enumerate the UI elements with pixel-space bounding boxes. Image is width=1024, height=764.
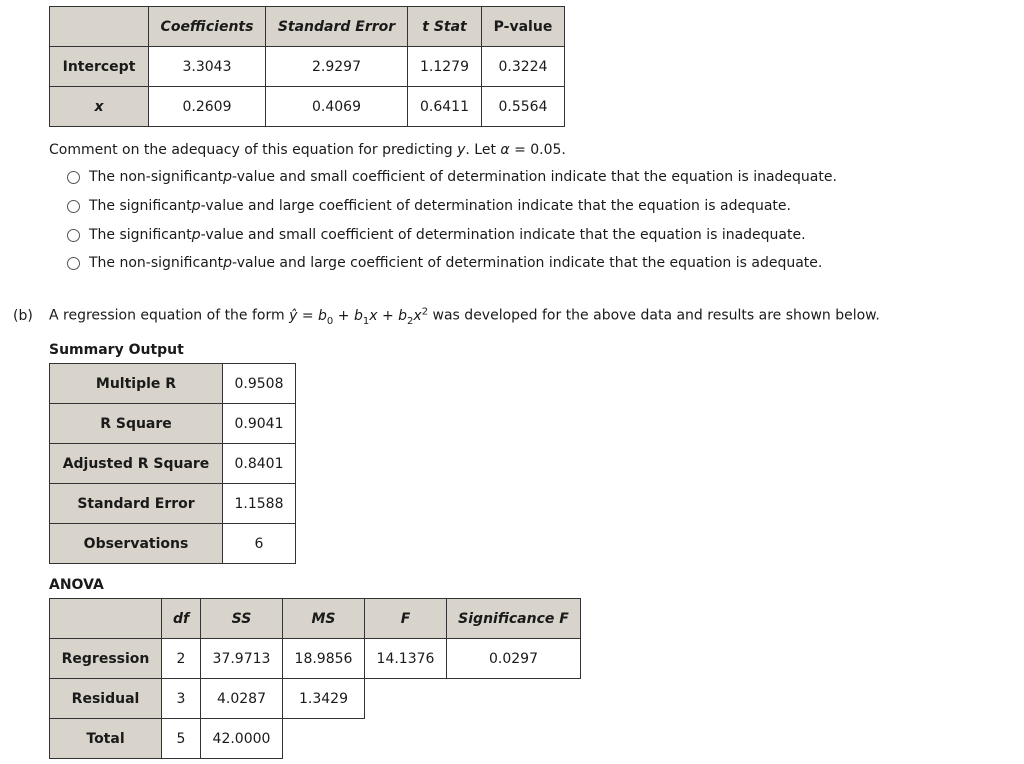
- summary-value: 0.9041: [223, 404, 296, 444]
- row-label-intercept: Intercept: [50, 47, 149, 87]
- coef-header-p-value: P-value: [482, 7, 565, 47]
- cell-value: 3.3043: [149, 47, 266, 87]
- cell-ss: 37.9713: [201, 639, 283, 679]
- anova-header-significance-f: Significance F: [447, 599, 581, 639]
- eq-x: x: [413, 307, 422, 324]
- table-row: [50, 404, 296, 444]
- coefficients-table: [49, 6, 565, 127]
- summary-label: Adjusted R Square: [50, 444, 223, 484]
- coef-header-empty: [50, 7, 149, 47]
- radio-button[interactable]: [67, 171, 80, 184]
- prompt-tail: . Let: [465, 142, 501, 158]
- prompt-text: Comment on the adequacy of this equation for predicting: [49, 142, 458, 158]
- eq-sub0: 0: [326, 315, 334, 327]
- option-text: The non-significant: [89, 255, 224, 271]
- part-b-text: A regression equation of the form: [49, 307, 290, 324]
- table-row: [50, 679, 581, 719]
- part-b-statement: [13, 306, 880, 326]
- summary-heading: Summary Output: [49, 342, 184, 358]
- anova-header-f: F: [365, 599, 447, 639]
- question-prompt: [49, 142, 566, 158]
- answer-option-3[interactable]: [67, 227, 806, 243]
- anova-header-ss: SS: [201, 599, 283, 639]
- option-text: The significant: [89, 227, 192, 243]
- anova-heading: ANOVA: [49, 577, 104, 593]
- table-row: [50, 484, 296, 524]
- cell-df: 5: [162, 719, 201, 759]
- table-row: [50, 47, 565, 87]
- eq-b0: b: [318, 307, 327, 324]
- table-row: [50, 87, 565, 127]
- empty-cell: [365, 679, 447, 719]
- anova-header-df: df: [162, 599, 201, 639]
- answer-option-4[interactable]: [67, 255, 822, 271]
- eq-b1: b: [353, 307, 363, 324]
- regression-equation: [289, 306, 429, 327]
- cell-ms: 18.9856: [283, 639, 365, 679]
- summary-label: Standard Error: [50, 484, 223, 524]
- eq-x: x: [369, 307, 378, 324]
- eq-b2: b: [398, 307, 408, 324]
- cell-value: 0.4069: [266, 87, 408, 127]
- table-row: [50, 639, 581, 679]
- eq-equals: =: [297, 307, 319, 324]
- alpha-value: = 0.05.: [509, 142, 566, 158]
- cell-ms: 1.3429: [283, 679, 365, 719]
- summary-label: Multiple R: [50, 364, 223, 404]
- prompt-var: y: [457, 142, 466, 158]
- cell-value: 0.2609: [149, 87, 266, 127]
- row-label-x: x: [50, 87, 149, 127]
- option-p: p: [191, 198, 201, 214]
- cell-value: 0.5564: [482, 87, 565, 127]
- radio-button[interactable]: [67, 257, 80, 270]
- empty-cell: [365, 719, 447, 759]
- eq-sup2: 2: [421, 306, 429, 317]
- option-p: p: [223, 255, 233, 271]
- option-text-tail: -value and small coefficient of determination indicate that the equation is inadequate.: [200, 227, 806, 243]
- coef-header-standard-error: Standard Error: [266, 7, 408, 47]
- coef-header-row: [50, 7, 565, 47]
- answer-option-1[interactable]: [67, 169, 837, 185]
- summary-value: 6: [223, 524, 296, 564]
- option-text-tail: -value and small coefficient of determination indicate that the equation is inadequate.: [232, 169, 837, 185]
- cell-f: 14.1376: [365, 639, 447, 679]
- part-b-text-tail: was developed for the above data and results are shown below.: [428, 307, 880, 324]
- option-text-tail: -value and large coefficient of determination indicate that the equation is adequate.: [232, 255, 823, 271]
- part-b-label: (b): [13, 307, 33, 324]
- anova-header-empty: [50, 599, 162, 639]
- cell-value: 0.6411: [408, 87, 482, 127]
- summary-label: R Square: [50, 404, 223, 444]
- eq-sub1: 1: [362, 315, 370, 327]
- cell-value: 0.3224: [482, 47, 565, 87]
- cell-df: 3: [162, 679, 201, 719]
- radio-button[interactable]: [67, 229, 80, 242]
- eq-plus: +: [377, 307, 399, 324]
- summary-value: 0.8401: [223, 444, 296, 484]
- empty-cell: [283, 719, 365, 759]
- anova-table: [49, 598, 581, 759]
- coef-header-coefficients: Coefficients: [149, 7, 266, 47]
- cell-value: 1.1279: [408, 47, 482, 87]
- cell-significance-f: 0.0297: [447, 639, 581, 679]
- anova-header-row: [50, 599, 581, 639]
- eq-sub2: 2: [407, 315, 414, 327]
- summary-value: 1.1588: [223, 484, 296, 524]
- table-row: [50, 364, 296, 404]
- summary-value: 0.9508: [223, 364, 296, 404]
- table-row: [50, 524, 296, 564]
- summary-label: Observations: [50, 524, 223, 564]
- option-text: The significant: [89, 198, 192, 214]
- table-row: [50, 444, 296, 484]
- anova-label-regression: Regression: [50, 639, 162, 679]
- empty-cell: [447, 719, 581, 759]
- anova-header-ms: MS: [283, 599, 365, 639]
- empty-cell: [447, 679, 581, 719]
- coef-header-t-stat: t Stat: [408, 7, 482, 47]
- cell-ss: 42.0000: [201, 719, 283, 759]
- radio-button[interactable]: [67, 200, 80, 213]
- table-row: [50, 719, 581, 759]
- cell-ss: 4.0287: [201, 679, 283, 719]
- option-p: p: [223, 169, 233, 185]
- eq-plus: +: [333, 307, 354, 324]
- anova-label-residual: Residual: [50, 679, 162, 719]
- eq-yhat: ŷ: [289, 307, 298, 324]
- summary-table: [49, 363, 296, 564]
- cell-df: 2: [162, 639, 201, 679]
- answer-option-2[interactable]: [67, 198, 791, 214]
- option-p: p: [191, 227, 201, 243]
- cell-value: 2.9297: [266, 47, 408, 87]
- option-text: The non-significant: [89, 169, 224, 185]
- anova-label-total: Total: [50, 719, 162, 759]
- option-text-tail: -value and large coefficient of determination indicate that the equation is adequate.: [200, 198, 791, 214]
- alpha-symbol: α: [500, 142, 510, 158]
